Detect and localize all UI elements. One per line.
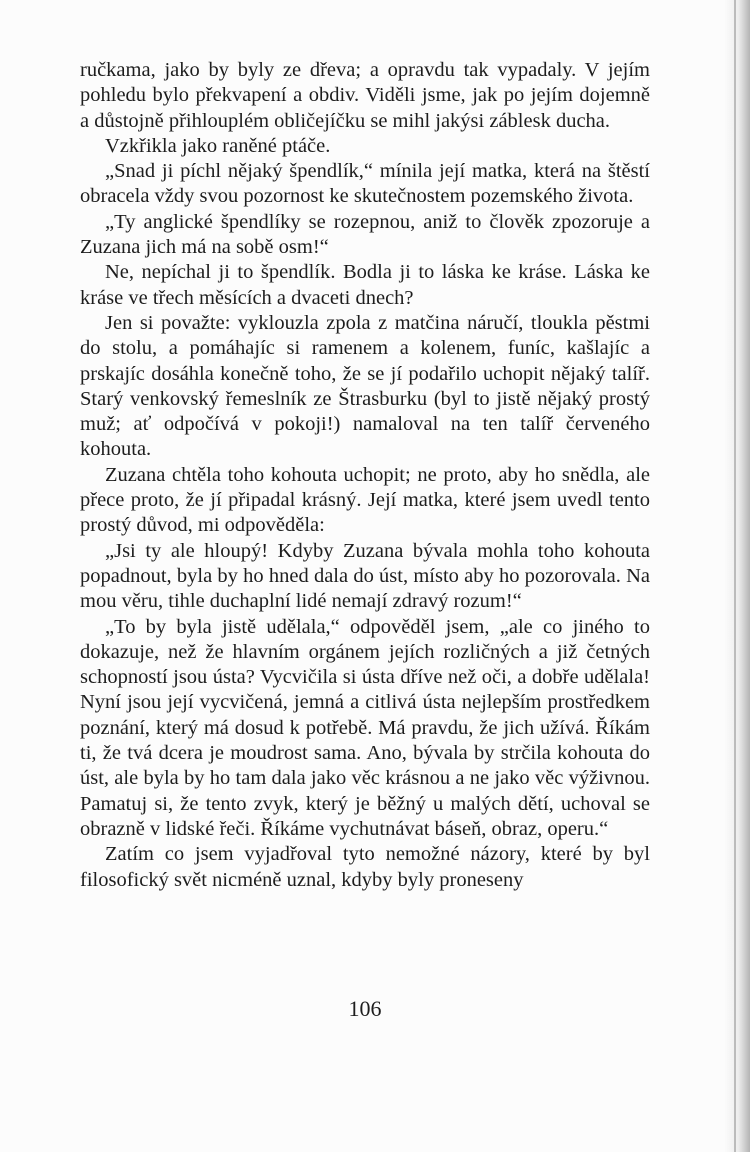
paragraph: Ne, nepíchal ji to špendlík. Bodla ji to láska ke kráse. Láska ke kráse ve třech měsících a dvaceti dnech? xyxy=(80,261,650,309)
paragraph: „Snad ji píchl nějaký špendlík,“ mínila její matka, která na štěstí obracela vždy svou pozornost ke skutečnostem pozemského života. xyxy=(80,160,650,208)
paragraph: „Ty anglické špendlíky se rozepnou, aniž to člověk zpozoruje a Zuzana jich má na sobě osm!“ xyxy=(80,210,650,259)
page-number: 106 xyxy=(348,996,382,1021)
paragraph: Zatím co jsem vyjadřoval tyto nemožné názory, které by byl filosofický svět nicméně uznal, kdyby byly proneseny xyxy=(80,843,650,891)
page-edge-shadow xyxy=(724,0,750,1152)
body-text xyxy=(80,58,650,893)
paragraph: Vzkřikla jako raněné ptáče. xyxy=(105,134,331,157)
paragraph: „To by byla jistě udělala,“ odpověděl jsem, „ale co jiného to dokazuje, než že hlavním orgánem jejích rozličných a již četných schopností jsou ústa? Vycvičila si ústa dříve než oči, a dobře udělala! Nyní jsou její vycvičená, jemná a citlivá ústa nejlepším prostředkem poznání, který má dosud k potřebě. Má pravdu, že jich užívá. Říkám ti, že tvá dcera je moudrost sama. Ano, bývala by strčila kohouta do úst, ale byla by ho tam dala jako věc krásnou a ne jako věc výživnou. Pamatuj si, že tento zvyk, který je běžný u malých dětí, uchoval se obrazně v lidské řeči. Říkáme vychutnávat báseň, obraz, operu.“ xyxy=(80,615,650,840)
paragraph: Jen si považte: vyklouzla zpola z matčina náručí, tloukla pěstmi do stolu, a pomáhajíc si ramenem a kolenem, funíc, kašlajíc a prskajíc dosáhla konečně toho, že se jí podařilo uchopit nějaký talíř. Starý venkovský řemeslník ze Štrasburku (byl to jistě nějaký prostý muž; ať odpočívá v pokoji!) namaloval na ten talíř červeného kohouta. xyxy=(80,311,650,461)
paragraph-continued: ručkama, jako by byly ze dřeva; a opravdu tak vypadaly. V jejím pohledu bylo překvapení a obdiv. Viděli jsme, jak po jejím dojemně a důstojně přihlouplém obličejíčku se mihl jakýsi záblesk ducha. xyxy=(80,59,650,132)
paragraph: Zuzana chtěla toho kohouta uchopit; ne proto, aby ho snědla, ale přece proto, že jí připadal krásný. Její matka, které jsem uvedl tento prostý důvod, mi odpověděla: xyxy=(80,463,650,537)
paragraph: „Jsi ty ale hloupý! Kdyby Zuzana bývala mohla toho kohouta popadnout, byla by ho hned dala do úst, místo aby ho pozorovala. Na mou věru, tihle duchaplní lidé nemají zdravý rozum!“ xyxy=(80,539,650,613)
page-edge-line xyxy=(734,0,736,1152)
